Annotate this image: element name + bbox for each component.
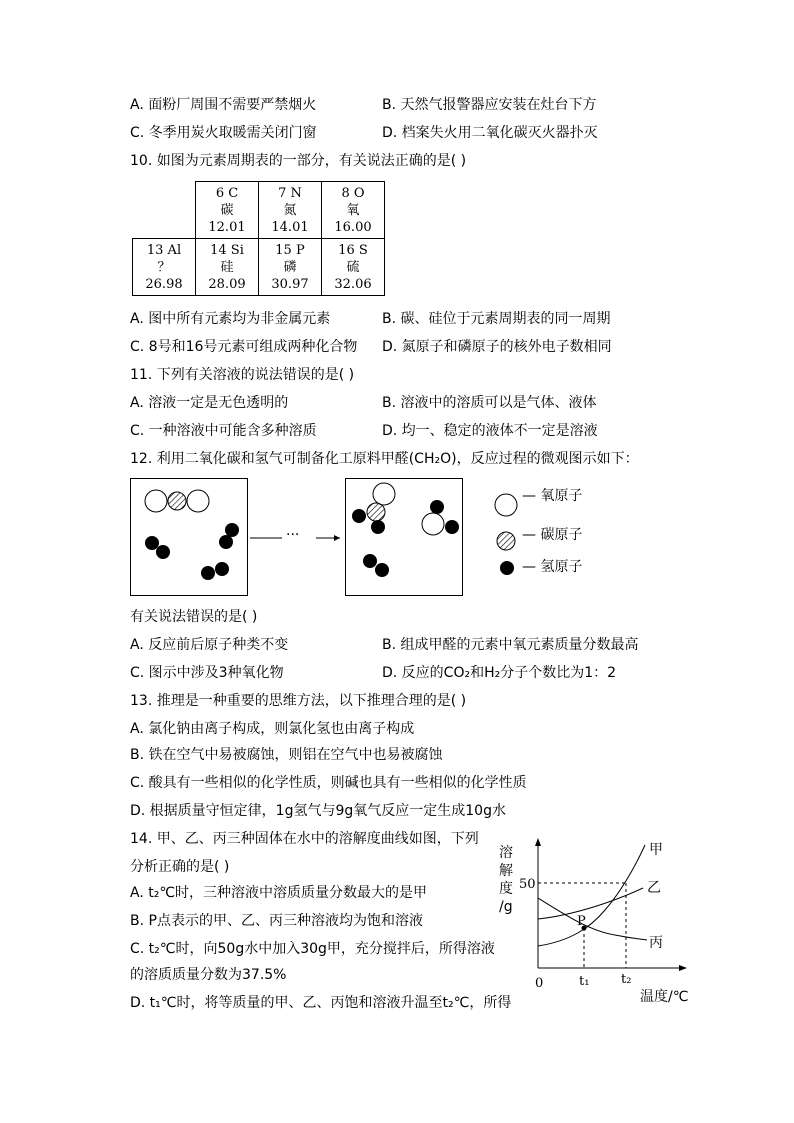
hydrogen-atom: [430, 500, 444, 514]
hydrogen-atom: [363, 554, 377, 568]
carbon-atom: [168, 492, 186, 510]
q12-prompt: 有关说法错误的是( ): [130, 609, 258, 625]
q13-option-a: A. 氯化钠由离子构成，则氯化氢也由离子构成: [130, 721, 415, 737]
q14-option-d-line1: D. t₁℃时，将等质量的甲、乙、丙饱和溶液升温至t₂℃，所得: [130, 995, 512, 1011]
q13-option-c: C. 酸具有一些相似的化学性质，则碱也具有一些相似的化学性质: [130, 775, 527, 791]
q12-option-c: C. 图示中涉及3种氧化物: [130, 665, 284, 681]
series-label-bing: 丙: [649, 935, 663, 951]
element-cell-p: 15 P 磷 30.97: [259, 239, 322, 296]
xlabel: 温度/℃: [640, 989, 689, 1005]
q10-option-a: A. 图中所有元素均为非金属元素: [130, 311, 331, 327]
q9-option-a: A. 面粉厂周围不需要严禁烟火: [130, 97, 317, 113]
element-cell-o: 8 O 氧 16.00: [322, 182, 385, 239]
q10-stem: 10. 如图为元素周期表的一部分，有关说法正确的是( ): [130, 153, 467, 169]
legend-hydrogen-symbol: [498, 559, 516, 577]
legend-oxygen-symbol: [494, 493, 518, 517]
q14-option-a: A. t₂℃时，三种溶液中溶质质量分数最大的是甲: [130, 885, 428, 901]
q10-option-b: B. 碳、硅位于元素周期表的同一周期: [382, 311, 611, 327]
q14-option-b: B. P点表示的甲、乙、丙三种溶液均为饱和溶液: [130, 913, 423, 929]
q9-option-d: D. 档案失火用二氧化碳灭火器扑灭: [382, 125, 598, 141]
q9-option-c: C. 冬季用炭火取暖需关闭门窗: [130, 125, 317, 141]
hydrogen-atom: [201, 566, 215, 580]
q14-option-c-line2: 的溶质质量分数为37.5%: [130, 967, 287, 983]
q12-option-b: B. 组成甲醛的元素中氧元素质量分数最高: [382, 637, 639, 653]
reactants-molecules: [131, 479, 249, 597]
q9-option-b: B. 天然气报警器应安装在灶台下方: [382, 97, 597, 113]
oxygen-atom: [187, 490, 209, 512]
curve-yi: [538, 888, 643, 919]
reaction-ellipsis: ···: [286, 527, 300, 543]
solubility-chart: [495, 835, 695, 1005]
hydrogen-atom: [375, 563, 389, 577]
q14-stem-line2: 分析正确的是( ): [130, 859, 230, 875]
hydrogen-atom: [219, 535, 233, 549]
oxygen-atom: [145, 490, 167, 512]
curve-jia: [538, 845, 645, 946]
hydrogen-atom: [371, 520, 385, 534]
products-box: [345, 478, 463, 596]
hydrogen-atom: [225, 523, 239, 537]
ylabel-line3: 度: [499, 881, 513, 897]
hydrogen-atom: [352, 509, 366, 523]
legend-hydrogen-label: — 氢原子: [522, 559, 583, 575]
periodic-table-fragment: [132, 181, 385, 296]
ylabel-line1: 溶: [499, 845, 513, 861]
element-cell-s: 16 S 硫 32.06: [322, 239, 385, 296]
q11-option-d: D. 均一、稳定的液体不一定是溶液: [382, 423, 598, 439]
q14-stem-line1: 14. 甲、乙、丙三种固体在水中的溶解度曲线如图，下列: [130, 831, 479, 847]
q14-option-c-line1: C. t₂℃时，向50g水中加入30g甲，充分搅拌后，所得溶液: [130, 941, 495, 957]
hydrogen-atom: [215, 562, 229, 576]
q10-option-d: D. 氮原子和磷原子的核外电子数相同: [382, 339, 612, 355]
oxygen-atom: [373, 483, 395, 505]
products-molecules: [346, 479, 464, 597]
element-cell-al: 13 Al ？ 26.98: [133, 239, 196, 296]
element-cell-si: 14 Si 硅 28.09: [196, 239, 259, 296]
q11-stem: 11. 下列有关溶液的说法错误的是( ): [130, 367, 355, 383]
hydrogen-atom: [156, 545, 170, 559]
q13-option-d: D. 根据质量守恒定律，1g氢气与9g氧气反应一定生成10g水: [130, 803, 506, 819]
q11-option-c: C. 一种溶液中可能含多种溶质: [130, 423, 317, 439]
q11-option-b: B. 溶液中的溶质可以是气体、液体: [382, 395, 597, 411]
reactants-box: [130, 478, 248, 596]
q12-option-a: A. 反应前后原子种类不变: [130, 637, 289, 653]
legend-oxygen-label: — 氧原子: [522, 488, 583, 504]
element-cell-n: 7 N 氮 14.01: [259, 182, 322, 239]
legend-carbon-label: — 碳原子: [522, 527, 583, 543]
carbon-atom: [367, 503, 385, 521]
legend-carbon-symbol: [495, 530, 517, 552]
curve-bing: [538, 898, 647, 940]
series-label-yi: 乙: [647, 880, 661, 896]
oxygen-atom: [422, 513, 444, 535]
series-label-jia: 甲: [649, 842, 663, 858]
q10-option-c: C. 8号和16号元素可组成两种化合物: [130, 339, 358, 355]
q11-option-a: A. 溶液一定是无色透明的: [130, 395, 289, 411]
q13-stem: 13. 推理是一种重要的思维方法，以下推理合理的是( ): [130, 693, 467, 709]
point-p-label: P: [577, 914, 586, 929]
x-tick-t2: t₂: [621, 972, 632, 987]
q13-option-b: B. 铁在空气中易被腐蚀，则铝在空气中也易被腐蚀: [130, 747, 443, 763]
x-axis-arrow: [679, 965, 687, 971]
ylabel-line4: /g: [499, 899, 513, 915]
x-tick-t1: t₁: [579, 974, 590, 989]
y-tick-50: 50: [519, 877, 536, 892]
q12-option-d: D. 反应的CO₂和H₂分子个数比为1：2: [382, 665, 617, 681]
y-axis-arrow: [535, 838, 541, 846]
hydrogen-atom: [145, 536, 159, 550]
origin-label: 0: [535, 976, 544, 991]
ylabel-line2: 解: [499, 863, 513, 879]
q12-stem: 12. 利用二氧化碳和氢气可制备化工原料甲醛(CH₂O)，反应过程的微观图示如下：: [130, 451, 639, 467]
hydrogen-atom: [445, 520, 459, 534]
element-cell-c: 6 C 碳 12.01: [196, 182, 259, 239]
